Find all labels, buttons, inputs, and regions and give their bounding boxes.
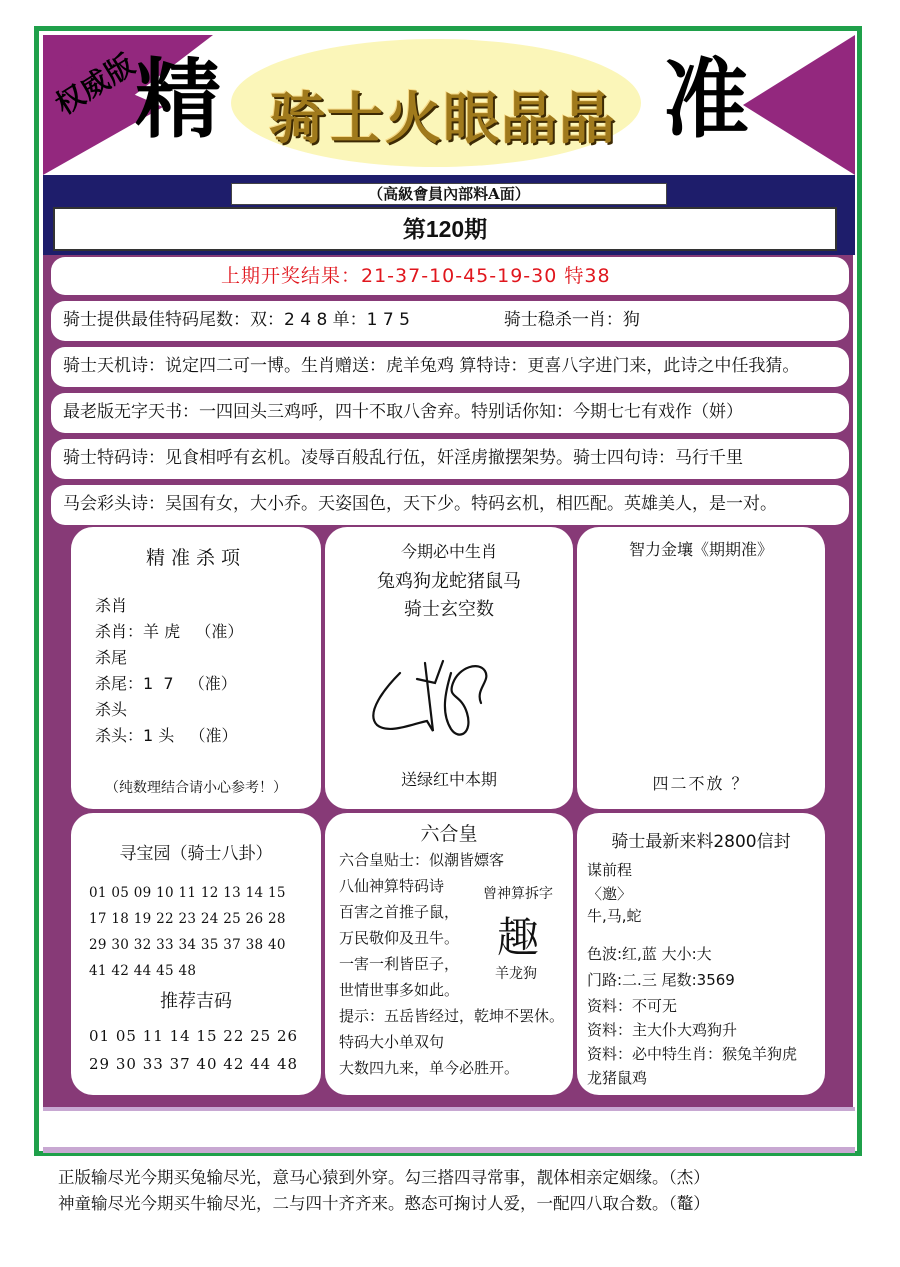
- split-char-label: 曾神算拆字: [483, 886, 553, 902]
- footer-poem: 神童输尽光今期买牛输尽光，二与四十齐齐来。憨态可掬讨人爱，一配四八取合数。（鼇）: [58, 1194, 710, 1213]
- text-line: 龙猪鼠鸡: [587, 1069, 648, 1087]
- box-wisdom: [577, 527, 825, 809]
- box-title: 精准杀项: [145, 547, 246, 569]
- text-line: 提示：五岳皆经过，乾坤不罢休。: [339, 1007, 565, 1025]
- info-row-tail-numbers: [51, 301, 849, 341]
- text-line: 万民敬仰及丑牛。: [339, 929, 460, 947]
- text-line: 一害一利皆臣子，: [339, 955, 460, 973]
- last-result: 上期开奖结果：21-37-10-45-19-30 特38: [51, 257, 849, 295]
- big-char-left: 精: [135, 50, 221, 150]
- box-title: 六合皇: [420, 823, 478, 845]
- number-row: 41 42 44 45 48: [89, 963, 197, 979]
- info-row-poem: 骑士天机诗：说定四二可一博。生肖赠送：虎羊兔鸡 算特诗：更喜八字进门来，此诗之中任我猜。: [51, 347, 849, 387]
- text-line: 六合皇贴士：似潮皆嫖客: [339, 851, 505, 869]
- info-row-special-poem: 骑士特码诗：见食相呼有玄机。凌辱百般乱行伍，奸淫虏撤摆架势。骑士四句诗：马行千里: [51, 439, 849, 479]
- issue-number: 第120期: [53, 207, 837, 251]
- page-frame: [34, 26, 862, 1156]
- must-win-title: 今期必中生肖: [400, 542, 497, 561]
- handwritten-signature-icon: [355, 643, 515, 743]
- box-title: 骑士最新来料2800信封: [611, 832, 791, 852]
- box-footer: 四二不放 ？: [652, 774, 750, 793]
- text-line: 八仙神算特码诗: [339, 877, 445, 895]
- box-note: （纯数理结合请小心参考！）: [105, 780, 287, 796]
- text-line: 〈邀〉: [587, 885, 633, 903]
- text-line: 百害之首推子鼠，: [339, 903, 460, 921]
- box-treasure: [71, 813, 321, 1095]
- kill-line: 杀头: [95, 700, 128, 719]
- box-kill-items: [71, 527, 321, 809]
- text-line: 特码大小单双句: [339, 1033, 445, 1051]
- split-char: 趣: [497, 913, 540, 962]
- footer-poem: 正版输尽光今期买兔输尽光，意马心猿到外穿。勾三搭四寻常事，靓体相亲定姻缘。（杰）: [58, 1168, 710, 1187]
- box-latest-info: [577, 813, 825, 1095]
- text-line: 资料：不可无: [587, 997, 678, 1015]
- split-char-answer: 羊龙狗: [495, 966, 537, 982]
- number-row: 29 30 32 33 34 35 37 38 40: [89, 937, 286, 953]
- info-row-book: 最老版无字天书：一四回头三鸡呼，四十不取八舍弃。特别话你知：今期七七有戏作（姘）: [51, 393, 849, 433]
- text-line: 色波:红,蓝 大小:大: [587, 945, 712, 963]
- kill-zodiac-text: 骑士稳杀一肖：狗: [503, 310, 640, 330]
- recommend-title: 推荐吉码: [160, 991, 232, 1012]
- authority-tag: 权威版: [49, 47, 141, 122]
- page-title: 骑士火眼晶晶: [269, 86, 617, 152]
- kill-line: 杀尾：1 7 （准）: [95, 674, 237, 693]
- box-must-win-zodiac: [325, 527, 573, 809]
- kill-line: 杀头：1 头 （准）: [95, 726, 238, 745]
- recommend-row: 01 05 11 14 15 22 25 26: [89, 1027, 299, 1045]
- content-panel: [43, 35, 853, 1147]
- number-row: 17 18 19 22 23 24 25 26 28: [89, 911, 286, 927]
- box-footer: 送绿红中本期: [400, 770, 497, 789]
- text-line: 资料：主大仆大鸡狗升: [587, 1021, 738, 1039]
- masthead: [43, 35, 855, 175]
- kill-line: 杀尾: [95, 648, 128, 667]
- text-line: 谋前程: [587, 861, 633, 879]
- kill-line: 杀肖：羊 虎 （准）: [95, 622, 244, 641]
- mystic-number-label: 骑士玄空数: [404, 599, 494, 620]
- number-row: 01 05 09 10 11 12 13 14 15: [89, 885, 286, 901]
- tail-numbers-text: 骑士提供最佳特码尾数：双：2 4 8 单：1 7 5: [63, 310, 410, 330]
- box-liuhe-king: [325, 813, 573, 1095]
- text-line: 门路:二.三 尾数:3569: [587, 971, 735, 989]
- text-line: 大数四九来，单今必胜开。: [339, 1059, 520, 1077]
- kill-line: 杀肖: [95, 596, 128, 615]
- text-line: 世情世事多如此。: [339, 981, 460, 999]
- must-win-zodiacs: 兔鸡狗龙蛇猪鼠马: [377, 571, 521, 592]
- big-char-right: 准: [663, 50, 749, 150]
- text-line: 牛,马,蛇: [587, 907, 642, 925]
- box-title: 寻宝园（骑士八卦）: [119, 844, 273, 864]
- recommend-row: 29 30 33 37 40 42 44 48: [89, 1055, 299, 1073]
- text-line: 资料：必中特生肖：猴兔羊狗虎: [587, 1045, 798, 1063]
- info-row-lucky-poem: 马会彩头诗：吴国有女，大小乔。天姿国色，天下少。特码玄机，相匹配。英雄美人，是一对。: [51, 485, 849, 525]
- box-title: 智力金壤《期期准》: [628, 540, 773, 559]
- subtitle: （高級會員內部料A面）: [231, 183, 667, 205]
- bottom-strip: [43, 1107, 855, 1153]
